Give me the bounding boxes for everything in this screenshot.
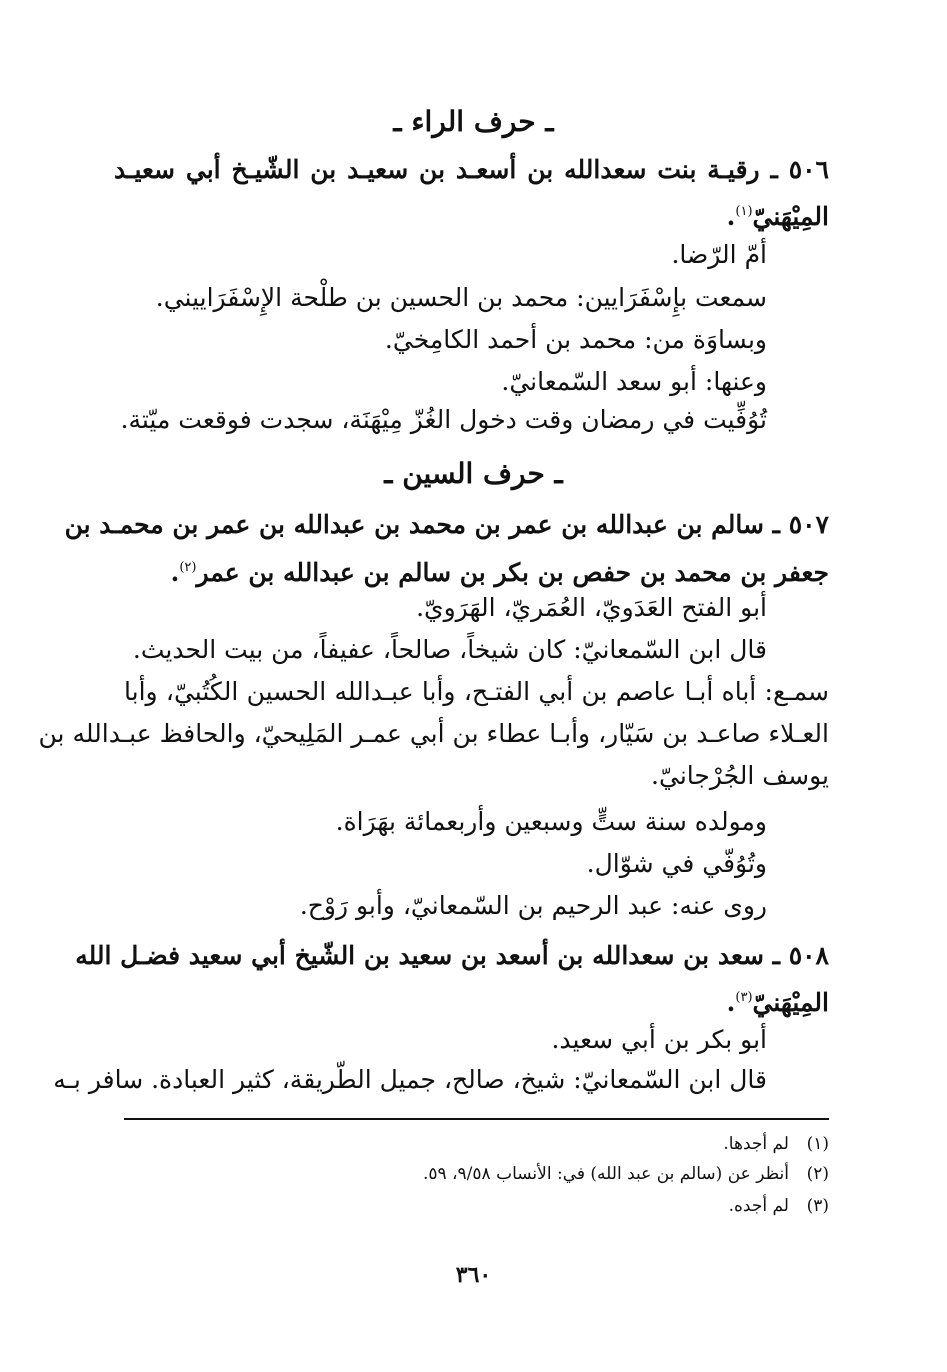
section-heading-sin: ـ حرف السين ـ xyxy=(384,457,563,490)
footnote-3 xyxy=(124,1192,829,1220)
entry-507-heard-line1: سمـع: أباه أبـا عاصم بن أبي الفتـح، وأبا عبـدالله الحسين الكُتُبيّ، وأبا xyxy=(124,677,829,706)
entry-508-name: المِيْهَنيّ xyxy=(752,988,829,1017)
entry-506-title-line1: ٥٠٦ ـ رقيـة بنت سعدالله بن أسعـد بن سعيـد بن الشّيـخ أبي سعيـد xyxy=(114,155,829,184)
entry-506-heard-sawa: وبساوَة من: محمد بن أحمد الكامِخيّ. xyxy=(384,325,767,354)
entry-507-title-line2 xyxy=(114,548,829,593)
entry-507-death: وتُوُفّي في شوّال. xyxy=(586,849,767,878)
entry-507-heard-line2: العـلاء صاعـد بن سَيّار، وأبـا عطاء بن أبي عمـر المَلِيحيّ، والحافظ عبـدالله بن xyxy=(38,719,829,748)
entry-508-title-line1: ٥٠٨ ـ سعد بن سعدالله بن أسعد بن سعيد بن الشّيخ أبي سعيد فضـل الله xyxy=(75,941,829,970)
footnote-separator xyxy=(124,1118,829,1120)
footnote-ref-2: (٢) xyxy=(179,560,197,575)
entry-508-title-line2 xyxy=(114,978,829,1023)
footnote-ref-3: (٣) xyxy=(735,990,753,1005)
entry-506-title-line2 xyxy=(114,192,829,237)
entry-506-kunya: أمّ الرّضا. xyxy=(671,240,767,269)
entry-507-title-line1: ٥٠٧ ـ سالم بن عبدالله بن عمر بن محمد بن عبدالله بن عمر بن محمـد بن xyxy=(64,510,829,539)
footnote-number: (١) xyxy=(806,1134,829,1154)
entry-508-title-end: . xyxy=(726,988,736,1017)
entry-507-quote: قال ابن السّمعانيّ: كان شيخاً، صالحاً، عفيفاً، من بيت الحديث. xyxy=(132,635,767,664)
section-heading-ra: ـ حرف الراء ـ xyxy=(393,105,554,138)
entry-508-quote: قال ابن السّمعانيّ: شيخ، صالح، جميل الطّريقة، كثير العبادة. سافر بـه xyxy=(53,1065,767,1094)
footnote-number: (٢) xyxy=(806,1164,829,1184)
entry-507-title-end: . xyxy=(170,558,180,587)
entry-506-name: المِيْهَنيّ xyxy=(752,202,829,231)
entry-507-birth: ومولده سنة ستٍّ وسبعين وأربعمائة بهَرَاة. xyxy=(335,807,767,836)
footnote-text: أنظر عن (سالم بن عبد الله) في: الأنساب ٩/٥٨، ٥٩. xyxy=(422,1164,789,1184)
entry-507-nisba: أبو الفتح العَدَويّ، العُمَريّ، الهَرَويّ. xyxy=(416,593,767,622)
footnote-1 xyxy=(124,1130,829,1158)
footnote-text: لم أجدها. xyxy=(723,1134,789,1154)
entry-507-heard-line3: يوسف الجُرْجانيّ. xyxy=(651,761,829,790)
entry-506-death: تُوُفِّيت في رمضان وقت دخول الغُزّ مِيْهَنَة، سجدت فوقعت ميّتة. xyxy=(120,405,767,434)
entry-506-title-end: . xyxy=(726,202,736,231)
footnote-number: (٣) xyxy=(806,1196,829,1216)
entry-507-name: جعفر بن محمد بن حفص بن بكر بن سالم بن عبدالله بن عمر xyxy=(196,558,829,587)
entry-506-narrator: وعنها: أبو سعد السّمعانيّ. xyxy=(501,367,767,396)
footnote-2 xyxy=(124,1160,829,1188)
entry-506-heard-isfarayin: سمعت بإِسْفَرَايين: محمد بن الحسين بن طلْحة الإِسْفَرَاييني. xyxy=(155,283,767,312)
footnote-text: لم أجده. xyxy=(728,1196,789,1216)
page-number: ٣٦٠ xyxy=(455,1262,492,1288)
entry-507-narrators: روى عنه: عبد الرحيم بن السّمعانيّ، وأبو رَوْح. xyxy=(299,891,767,920)
entry-508-kunya: أبو بكر بن أبي سعيد. xyxy=(551,1025,767,1054)
footnote-ref-1: (١) xyxy=(735,204,753,219)
